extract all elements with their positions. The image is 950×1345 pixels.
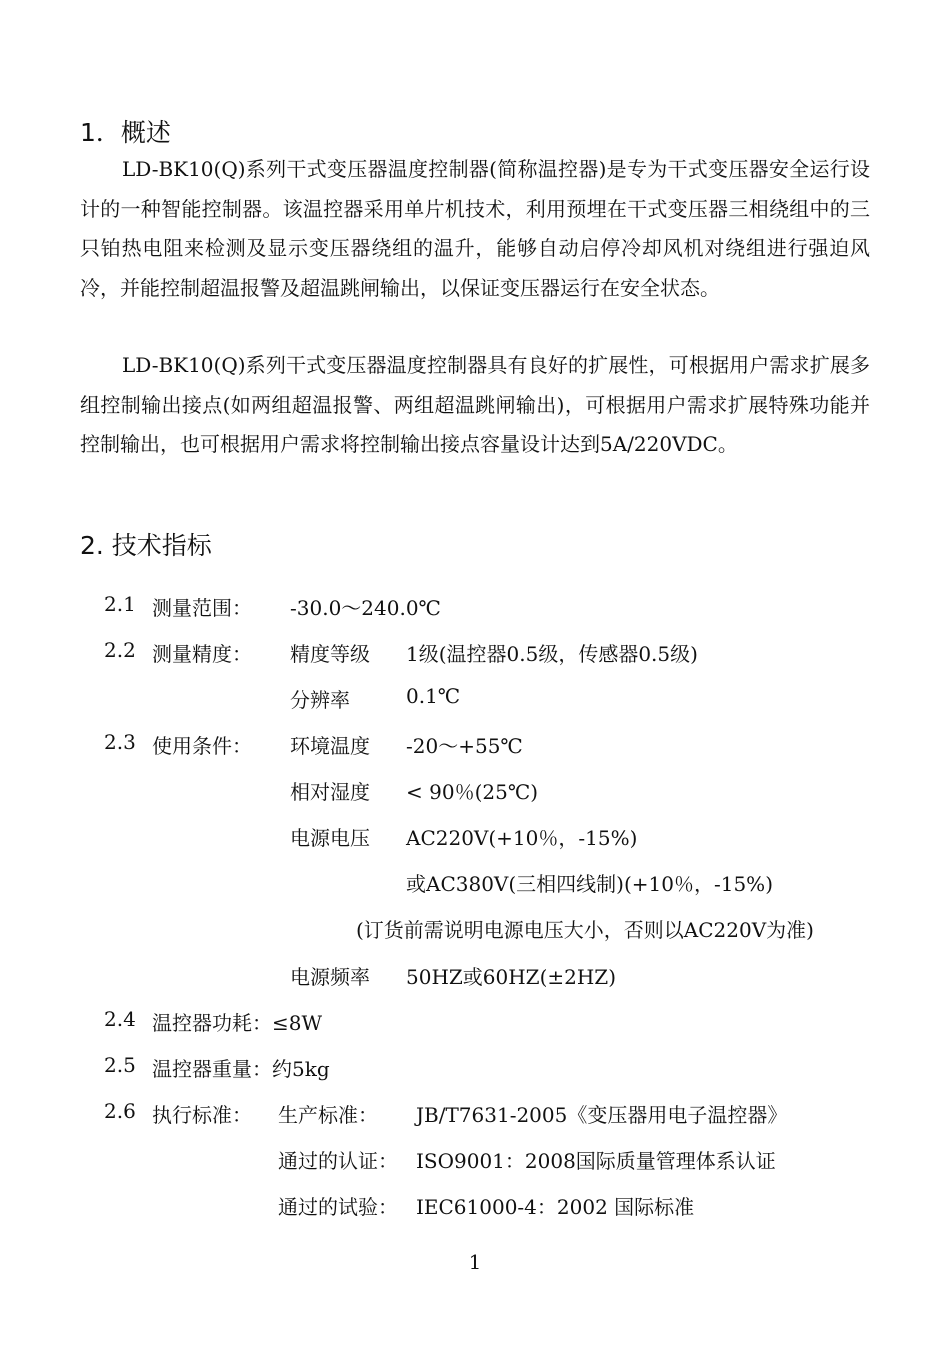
section-title-overview: 1．概述 xyxy=(80,118,171,147)
spec-sub-value: ISO9001：2008国际质量管理体系认证 xyxy=(416,1149,776,1173)
spec-sub-label: 电源频率 xyxy=(290,965,370,989)
spec-sub-label: 生产标准： xyxy=(278,1103,378,1127)
spec-sub-label: 通过的认证： xyxy=(278,1149,398,1173)
spec-sub-label: 环境温度 xyxy=(290,734,370,758)
spec-label: 执行标准： xyxy=(152,1103,252,1127)
spec-sub-value: IEC61000-4：2002 国际标准 xyxy=(416,1195,695,1219)
section-title-specs: 2. 技术指标 xyxy=(80,531,212,560)
spec-label: 测量精度： xyxy=(152,642,252,666)
overview-paragraph-1: LD-BK10(Q)系列干式变压器温度控制器(简称温控器)是专为干式变压器安全运行设计的一种智能控制器。该温控器采用单片机技术，利用预埋在干式变压器三相绕组中的三只铂热电阻来检测及显示变压器绕组的温升，能够自动启停冷却风机对绕组进行强迫风冷，并能控制超温报警及超温跳闸输出，以保证变压器运行在安全状态。 xyxy=(80,157,870,300)
spec-label: 测量范围： xyxy=(152,596,252,620)
spec-sub-label: 精度等级 xyxy=(290,642,370,666)
spec-number: 2.3 xyxy=(104,730,136,754)
spec-label: 温控器功耗：≤8W xyxy=(152,1011,323,1035)
spec-label: 温控器重量：约5kg xyxy=(152,1057,330,1081)
spec-sub-value: -20～+55℃ xyxy=(406,734,523,758)
spec-number: 2.6 xyxy=(104,1099,136,1123)
spec-sub-value: AC220V(+10％，-15%) xyxy=(406,826,638,850)
spec-sub-label: 分辨率 xyxy=(290,688,350,712)
page-number: 1 xyxy=(468,1250,482,1274)
spec-number: 2.1 xyxy=(104,592,136,616)
spec-value: -30.0～240.0℃ xyxy=(290,596,441,620)
spec-sub-label: 通过的试验： xyxy=(278,1195,398,1219)
spec-number: 2.5 xyxy=(104,1053,136,1077)
spec-sub-value: 1级(温控器0.5级，传感器0.5级) xyxy=(406,642,698,666)
spec-sub-value: JB/T7631-2005《变压器用电子温控器》 xyxy=(416,1103,788,1127)
spec-label: 使用条件： xyxy=(152,734,252,758)
spec-sub-value: 50HZ或60HZ(±2HZ) xyxy=(406,965,616,989)
spec-number: 2.4 xyxy=(104,1007,136,1031)
spec-sub-value: 或AC380V(三相四线制)(+10％，-15%) xyxy=(406,872,773,896)
spec-value: ≤8W xyxy=(272,1011,323,1035)
spec-sub-label: 电源电压 xyxy=(290,826,370,850)
spec-sub-value: 0.1℃ xyxy=(406,684,461,708)
spec-value: 约5kg xyxy=(272,1057,330,1081)
spec-sub-value: < 90％(25℃) xyxy=(406,780,538,804)
overview-paragraph-2: LD-BK10(Q)系列干式变压器温度控制器具有良好的扩展性，可根据用户需求扩展多组控制输出接点(如两组超温报警、两组超温跳闸输出)，可根据用户需求扩展特殊功能并控制输出，也可根据用户需求将控制输出接点容量设计达到5A/220VDC。 xyxy=(80,353,870,456)
spec-sub-label: 相对湿度 xyxy=(290,780,370,804)
spec-power-note: (订货前需说明电源电压大小，否则以AC220V为准) xyxy=(356,918,814,942)
spec-number: 2.2 xyxy=(104,638,136,662)
